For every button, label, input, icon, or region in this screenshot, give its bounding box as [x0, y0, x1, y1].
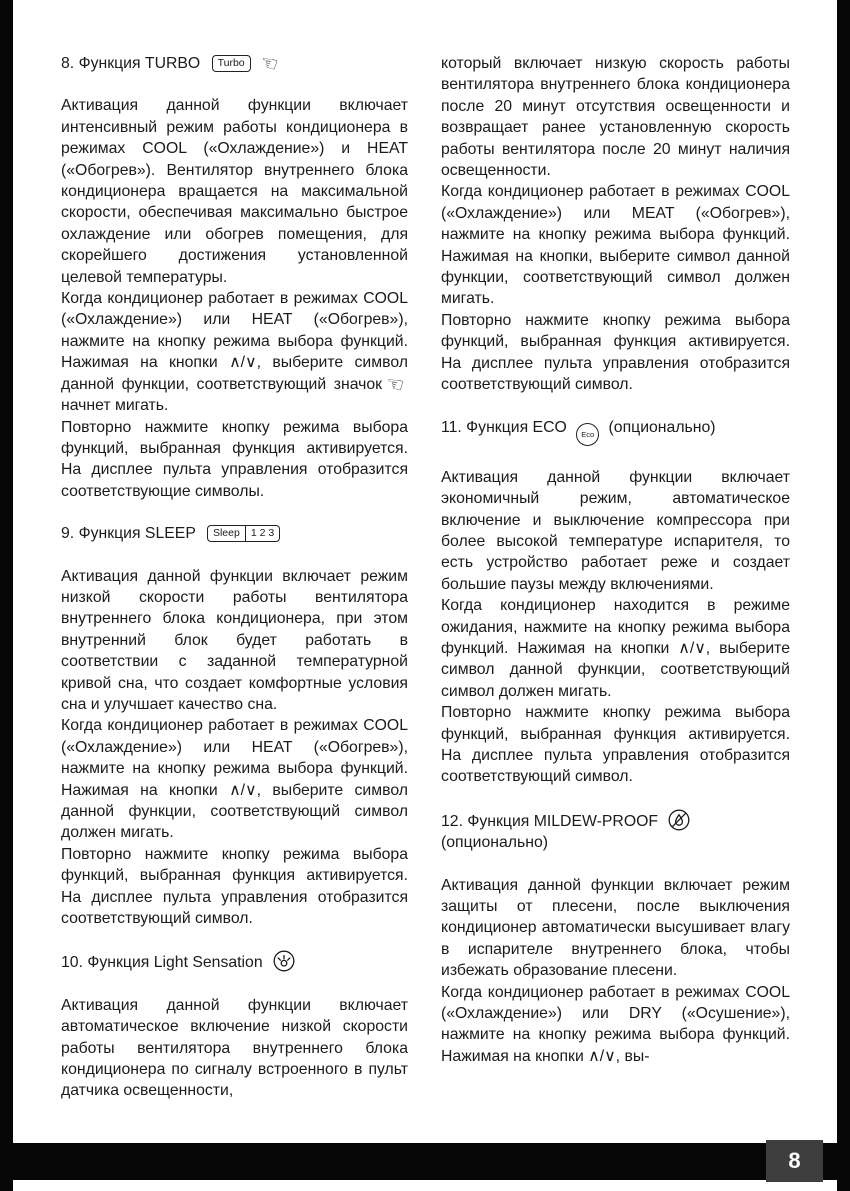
page-border-left [0, 0, 13, 1191]
turbo-paragraph-2-text-after: начнет мигать. [61, 397, 169, 415]
section-heading-light-sensation [61, 950, 408, 973]
light-sensation-paragraph-1: Активация данной функции включает автоматическое включение низкой скорости работы вентилятора внутреннего блока кондиционера по сигналу встроенного в пульт датчика освещенности, [61, 996, 408, 1100]
turbo-badge: Turbo [212, 55, 251, 72]
sleep-badge-label: Sleep [212, 527, 240, 540]
light-sensation-paragraph-2: который включает низкую скорость работы вентилятора внутреннего блока кондиционера после 20 минут отсутствия освещенности и возвращает ранее установленную скорость работы вентилятора после 20 минут наличия освещенности. [441, 55, 790, 180]
page-number: 8 [788, 1148, 801, 1173]
page-border-right [837, 0, 850, 1191]
mildew-proof-icon [668, 809, 690, 831]
heading-text-light-sensation: 10. Функция Light Sensation [61, 954, 263, 972]
heading-text-sleep: 9. Функция SLEEP [61, 525, 196, 543]
mildew-paragraph-1: Активация данной функции включает режим защиты от плесени, после выключения кондиционер автоматически высушивает влагу в испарителе внутреннего блока, чтобы избежать образование плесени. [441, 876, 790, 980]
mildew-paragraph-2: Когда кондиционер работает в режимах COOL («Охлаждение») или DRY («Осушение»), нажмите на кнопку режима выбора функций. Нажимая на кнопки ∧/∨, вы- [441, 983, 790, 1065]
section-heading-turbo [61, 51, 408, 77]
hand-press-icon: ☜ [384, 372, 406, 398]
eco-paragraph-3: Повторно нажмите кнопку режима выбора функций, выбранная функция активируется. На дисплее пульта управления отобразится соответствующий символ. [441, 704, 790, 786]
right-column [441, 53, 790, 1067]
page-footer-bar [0, 1143, 850, 1180]
turbo-paragraph-2-text-before: Когда кондиционер работает в режимах COOL («Охлаждение») или HEAT («Обогрев»), нажмите на кнопку режима выбора функций. Нажимая на кнопки ∧/∨, выберите символ данной функции, соответствующий значок [61, 290, 408, 393]
turbo-paragraph-1: Активация данной функции включает интенсивный режим работы кондиционера в режимах COOL («Охлаждение») и HEAT («Обогрев»). Вентилятор внутреннего блока кондиционера вращается на максимальной скорости, обеспечивая максимально быстрое охлаждение или обогрев помещения, для скорейшего достижения установленной целевой температуры. [61, 97, 408, 286]
section-heading-eco [441, 417, 790, 446]
section-heading-sleep [61, 523, 408, 544]
heading-text-mildew-proof: 12. Функция MILDEW-PROOF [441, 812, 659, 830]
light-sensation-paragraph-4: Повторно нажмите кнопку режима выбора функций, выбранная функция активируется. На дисплее пульта управления отобразится соответствующий символ. [441, 311, 790, 394]
hand-press-icon: ☜ [257, 51, 281, 77]
turbo-paragraph-2 [61, 288, 408, 416]
sleep-paragraph-2: Когда кондиционер работает в режимах COOL («Охлаждение») или HEAT («Обогрев»), нажмите на кнопку режима выбора функций. Нажимая на кнопки ∧/∨, выберите символ данной функции, соответствующий символ должен мигать. [61, 717, 408, 842]
sleep-paragraph-1: Активация данной функции включает режим низкой скорости работы вентилятора внутреннего блока кондиционера, при этом внутренний блок будет работать в соответствии с заданной температурной кривой сна, что создает комфортные условия сна и улучшает качество сна. [61, 567, 408, 713]
heading-text-eco: 11. Функция ECO [441, 418, 567, 436]
light-sensation-icon [273, 950, 295, 972]
sleep-badge-levels: 1 2 3 [245, 526, 279, 541]
eco-icon: Eco [576, 423, 599, 446]
sleep-paragraph-3: Повторно нажмите кнопку режима выбора функций, выбранная функция активируется. На дисплее пульта управления отобразится соответствующий символ. [61, 845, 408, 928]
light-sensation-paragraph-3: Когда кондиционер работает в режимах COOL («Охлаждение») или MEAT («Обогрев»), нажмите на кнопку режима выбора функций. Нажимая на кнопки, выберите символ данной функции, соответствующий символ должен мигать. [441, 183, 790, 308]
mildew-optional-label: (опционально) [441, 834, 548, 852]
eco-paragraph-1: Активация данной функции включает экономичный режим, автоматическое включение и выключение компрессора при более высокой температуре испарителя, то есть устройство работает реже и создает большие паузы между включениями. [441, 468, 790, 593]
turbo-paragraph-3: Повторно нажмите кнопку режима выбора функций, выбранная функция активируется. На дисплее пульта управления отобразится соответствующие символы. [61, 418, 408, 500]
page-number-box [766, 1140, 823, 1182]
eco-optional-label: (опционально) [608, 418, 716, 436]
left-column [61, 53, 408, 1102]
eco-paragraph-2: Когда кондиционер находится в режиме ожидания, нажмите на кнопку режима выбора функций. Нажимая на кнопки ∧/∨, выберите символ данной функции, соответствующий символ должен мигать. [441, 597, 790, 700]
sleep-badge [207, 525, 280, 542]
section-heading-mildew-proof [441, 809, 790, 854]
heading-text-turbo: 8. Функция TURBO [61, 55, 201, 72]
